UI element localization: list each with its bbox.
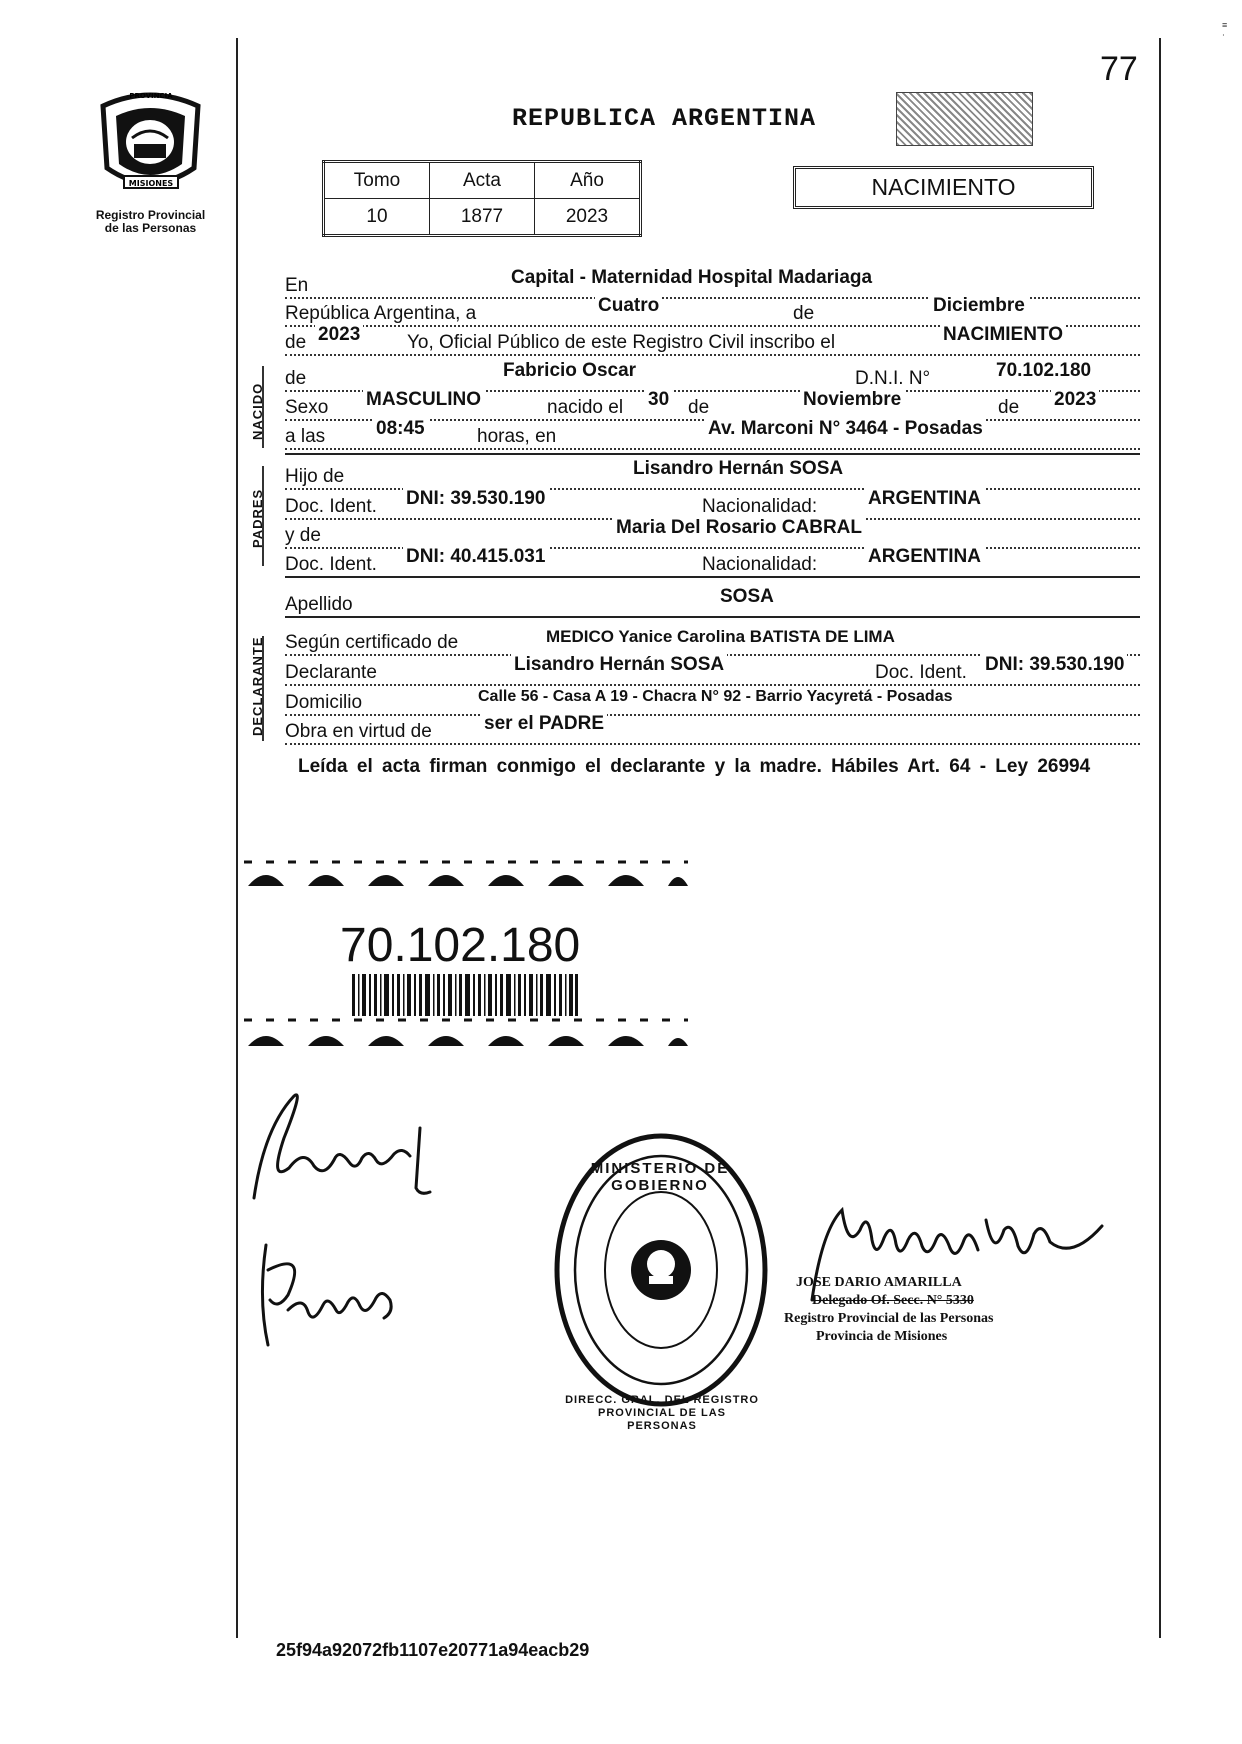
row-declarante	[285, 654, 1140, 686]
de-nombre-label: de	[285, 368, 309, 390]
acta-value: 1877	[430, 199, 535, 236]
padre-nacionalidad: ARGENTINA	[865, 488, 984, 510]
row-hora	[285, 418, 1140, 450]
en-label: En	[285, 275, 311, 297]
svg-text:PROVINCIA: PROVINCIA	[129, 92, 173, 100]
oficial-label: Yo, Oficial Público de este Registro Civil inscribo el	[407, 332, 838, 354]
mes-inscripcion: Diciembre	[930, 295, 1028, 317]
acta-type-box: NACIMIENTO	[793, 166, 1094, 209]
de-mes-label: de	[688, 397, 712, 419]
certificado-label: Según certificado de	[285, 632, 461, 654]
stamp-cargo: Delegado Of. Secc. N° 5330	[812, 1293, 974, 1308]
anio-inscripcion: 2023	[315, 324, 363, 346]
barcode-icon	[352, 974, 578, 1016]
padre-doc: DNI: 39.530.190	[403, 488, 548, 510]
tomo-value: 10	[324, 199, 430, 236]
hora-nacimiento: 08:45	[373, 418, 428, 440]
hijo-de-label: Hijo de	[285, 466, 347, 488]
stamp-provincia: Provincia de Misiones	[816, 1329, 948, 1344]
security-stripe-bottom	[244, 1016, 688, 1046]
declarante-signature	[244, 1088, 444, 1208]
row-obra	[285, 713, 1140, 745]
sexo-value: MASCULINO	[363, 389, 484, 411]
acta-header: Acta	[430, 162, 535, 199]
de-label: de	[793, 303, 817, 325]
page-number: 77	[1100, 50, 1138, 88]
corner-marks: ≡ ⋅	[1222, 20, 1228, 40]
nombre-nacido: Fabricio Oscar	[500, 360, 639, 382]
nacido-section-label: NACIDO	[250, 382, 265, 440]
apellido-value: SOSA	[717, 586, 777, 608]
domicilio-value: Calle 56 - Casa A 19 - Chacra N° 92 - Barrio Yacyretá - Posadas	[475, 688, 955, 706]
madre-signature	[248, 1240, 408, 1350]
seal-inner-text: MINISTERIO DE GOBIERNO	[590, 1160, 730, 1194]
obra-label: Obra en virtud de	[285, 721, 435, 743]
row-padre	[285, 458, 1140, 490]
y-de-label: y de	[285, 525, 324, 547]
madre-doc-label: Doc. Ident.	[285, 554, 380, 576]
anio-nacimiento: 2023	[1051, 389, 1099, 411]
row-certificado	[285, 627, 1140, 656]
security-stripe-top	[244, 856, 688, 886]
de-anio-label: de	[998, 397, 1022, 419]
padre-nac-label: Nacionalidad:	[702, 496, 820, 518]
registro-value-row	[324, 199, 641, 236]
lectura-note: Leída el acta firman conmigo el declarante y la madre. Hábiles Art. 64 - Ley 26994	[298, 756, 1091, 777]
stamp-organismo: Registro Provincial de las Personas	[784, 1311, 994, 1326]
dia-nacimiento: 30	[645, 389, 672, 411]
declarante-doc-label: Doc. Ident.	[875, 662, 970, 684]
dni-label: D.N.I. N°	[855, 368, 933, 390]
row-apellido	[285, 586, 1140, 618]
lugar-nacimiento: Av. Marconi N° 3464 - Posadas	[705, 418, 986, 440]
provincial-shield-icon	[88, 86, 213, 204]
row-anio	[285, 324, 1140, 356]
row-madre-doc	[285, 546, 1140, 578]
tomo-header: Tomo	[324, 162, 430, 199]
madre-nombre: Maria Del Rosario CABRAL	[613, 517, 865, 539]
padre-doc-label: Doc. Ident.	[285, 496, 380, 518]
anio-value: 2023	[535, 199, 641, 236]
registro-table	[322, 160, 642, 237]
obra-value: ser el PADRE	[481, 713, 607, 735]
republica-label: República Argentina, a	[285, 303, 479, 325]
a-las-label: a las	[285, 426, 328, 448]
dni-nacido: 70.102.180	[993, 360, 1094, 382]
nacido-divider	[285, 453, 1140, 455]
declarante-section-label: DECLARANTE	[250, 636, 265, 736]
declarante-doc: DNI: 39.530.190	[982, 654, 1127, 676]
logo-caption: Registro Provincial de las Personas	[95, 208, 206, 235]
security-stamp	[896, 92, 1033, 146]
nacido-el-label: nacido el	[547, 397, 626, 419]
certificado-value: MEDICO Yanice Carolina BATISTA DE LIMA	[543, 627, 898, 647]
sexo-label: Sexo	[285, 397, 331, 419]
madre-nac-label: Nacionalidad:	[702, 554, 820, 576]
dia-inscripcion: Cuatro	[595, 295, 662, 317]
lugar-inscripcion: Capital - Maternidad Hospital Madariaga	[508, 267, 875, 289]
right-margin-line	[1159, 38, 1161, 1638]
registro-header-row	[324, 162, 641, 199]
document-hash: 25f94a92072fb1107e20771a94eacb29	[276, 1640, 590, 1660]
madre-doc: DNI: 40.415.031	[403, 546, 548, 568]
dni-number-large: 70.102.180	[340, 919, 581, 972]
svg-text:MISIONES: MISIONES	[128, 179, 174, 188]
row-domicilio	[285, 690, 1140, 716]
declarante-nombre: Lisandro Hernán SOSA	[511, 654, 727, 676]
registry-logo	[88, 86, 213, 235]
de2-label: de	[285, 332, 309, 354]
anio-header: Año	[535, 162, 641, 199]
madre-nacionalidad: ARGENTINA	[865, 546, 984, 568]
apellido-label: Apellido	[285, 594, 356, 616]
stamp-firmante: JOSE DARIO AMARILLA	[796, 1275, 962, 1290]
document-title: REPUBLICA ARGENTINA	[512, 104, 817, 133]
left-margin-line	[236, 38, 238, 1638]
horas-en-label: horas, en	[477, 426, 559, 448]
inscribo-value: NACIMIENTO	[940, 324, 1066, 346]
seal-outer-text: DIRECC. GRAL. DEL REGISTRO PROVINCIAL DE LAS PERSONAS	[565, 1394, 759, 1432]
mes-nacimiento: Noviembre	[800, 389, 904, 411]
padres-section-label: PADRES	[250, 488, 265, 548]
padre-nombre: Lisandro Hernán SOSA	[630, 458, 846, 480]
domicilio-label: Domicilio	[285, 692, 365, 714]
declarante-label: Declarante	[285, 662, 380, 684]
